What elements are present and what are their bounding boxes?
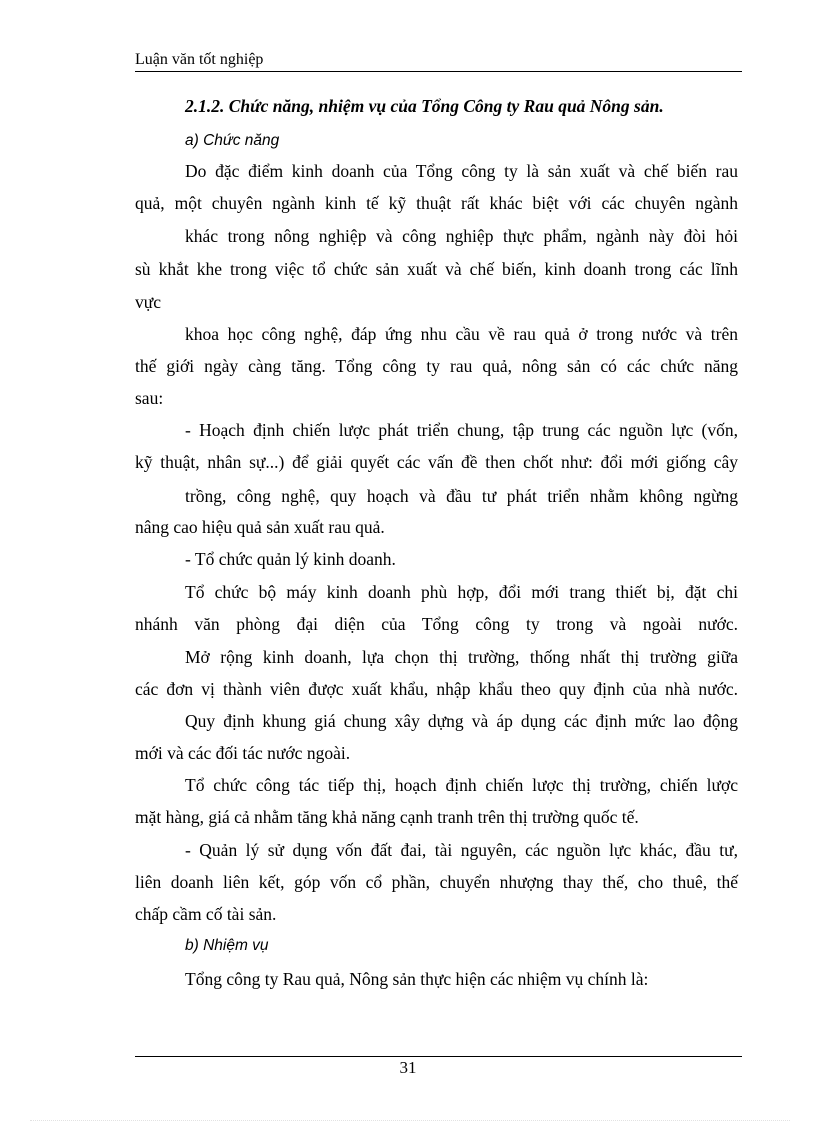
- body-line: - Hoạch định chiến lược phát triển chung, tập trung các nguồn lực (vốn,: [185, 420, 738, 440]
- running-header: Luận văn tốt nghiệp: [135, 51, 264, 68]
- duties-heading: b) Nhiệm vụ: [185, 937, 269, 954]
- section-title: 2.1.2. Chức năng, nhiệm vụ của Tổng Công ty Rau quả Nông sản.: [185, 96, 664, 116]
- body-line: kỹ thuật, nhân sự...) để giải quyết các vấn đề then chốt như: đổi mới giống cây: [135, 452, 738, 472]
- body-line: mặt hàng, giá cả nhằm tăng khả năng cạnh tranh trên thị trường quốc tế.: [135, 807, 639, 827]
- functions-heading: a) Chức năng: [185, 132, 280, 149]
- header-rule: [135, 71, 742, 72]
- page-edge-dotted-line: [30, 1120, 790, 1121]
- body-line: Mở rộng kinh doanh, lựa chọn thị trường, thống nhất thị trường giữa: [185, 647, 738, 667]
- body-line: nhánh văn phòng đại diện của Tổng công ty trong và ngoài nước.: [135, 614, 738, 634]
- body-line: sù khắt khe trong việc tổ chức sản xuất và chế biến, kinh doanh trong các lĩnh: [135, 259, 738, 279]
- body-line: Tổ chức bộ máy kinh doanh phù hợp, đổi mới trang thiết bị, đặt chi: [185, 582, 738, 602]
- body-line: trồng, công nghệ, quy hoạch và đầu tư phát triển nhằm không ngừng: [185, 486, 738, 506]
- body-line: sau:: [135, 388, 164, 408]
- body-line: khoa học công nghệ, đáp ứng nhu cầu về rau quả ở trong nước và trên: [185, 324, 738, 344]
- duties-intro: Tổng công ty Rau quả, Nông sản thực hiện các nhiệm vụ chính là:: [185, 969, 649, 989]
- body-line: mới và các đối tác nước ngoài.: [135, 743, 351, 763]
- body-line: quả, một chuyên ngành kinh tế kỹ thuật rất khác biệt với các chuyên ngành: [135, 193, 738, 213]
- footer-rule: [135, 1056, 742, 1057]
- body-line: nâng cao hiệu quả sản xuất rau quả.: [135, 517, 385, 537]
- page-number: 31: [399, 1058, 417, 1077]
- body-line: Do đặc điểm kinh doanh của Tổng công ty là sản xuất và chế biến rau: [185, 161, 738, 181]
- body-line: - Quản lý sử dụng vốn đất đai, tài nguyên, các nguồn lực khác, đầu tư,: [185, 840, 738, 860]
- body-line: Quy định khung giá chung xây dựng và áp dụng các định mức lao động: [185, 711, 738, 731]
- body-line: chấp cầm cố tài sản.: [135, 904, 277, 924]
- body-line: liên doanh liên kết, góp vốn cổ phần, chuyển nhượng thay thế, cho thuê, thế: [135, 872, 738, 892]
- body-line: thế giới ngày càng tăng. Tổng công ty rau quả, nông sản có các chức năng: [135, 356, 738, 376]
- body-line: vực: [135, 292, 162, 312]
- body-line: khác trong nông nghiệp và công nghiệp thực phẩm, ngành này đòi hỏi: [185, 226, 738, 246]
- body-line: - Tổ chức quản lý kinh doanh.: [185, 549, 396, 569]
- body-line: Tổ chức công tác tiếp thị, hoạch định chiến lược thị trường, chiến lược: [185, 775, 738, 795]
- body-line: các đơn vị thành viên được xuất khẩu, nhập khẩu theo quy định của nhà nước.: [135, 679, 738, 699]
